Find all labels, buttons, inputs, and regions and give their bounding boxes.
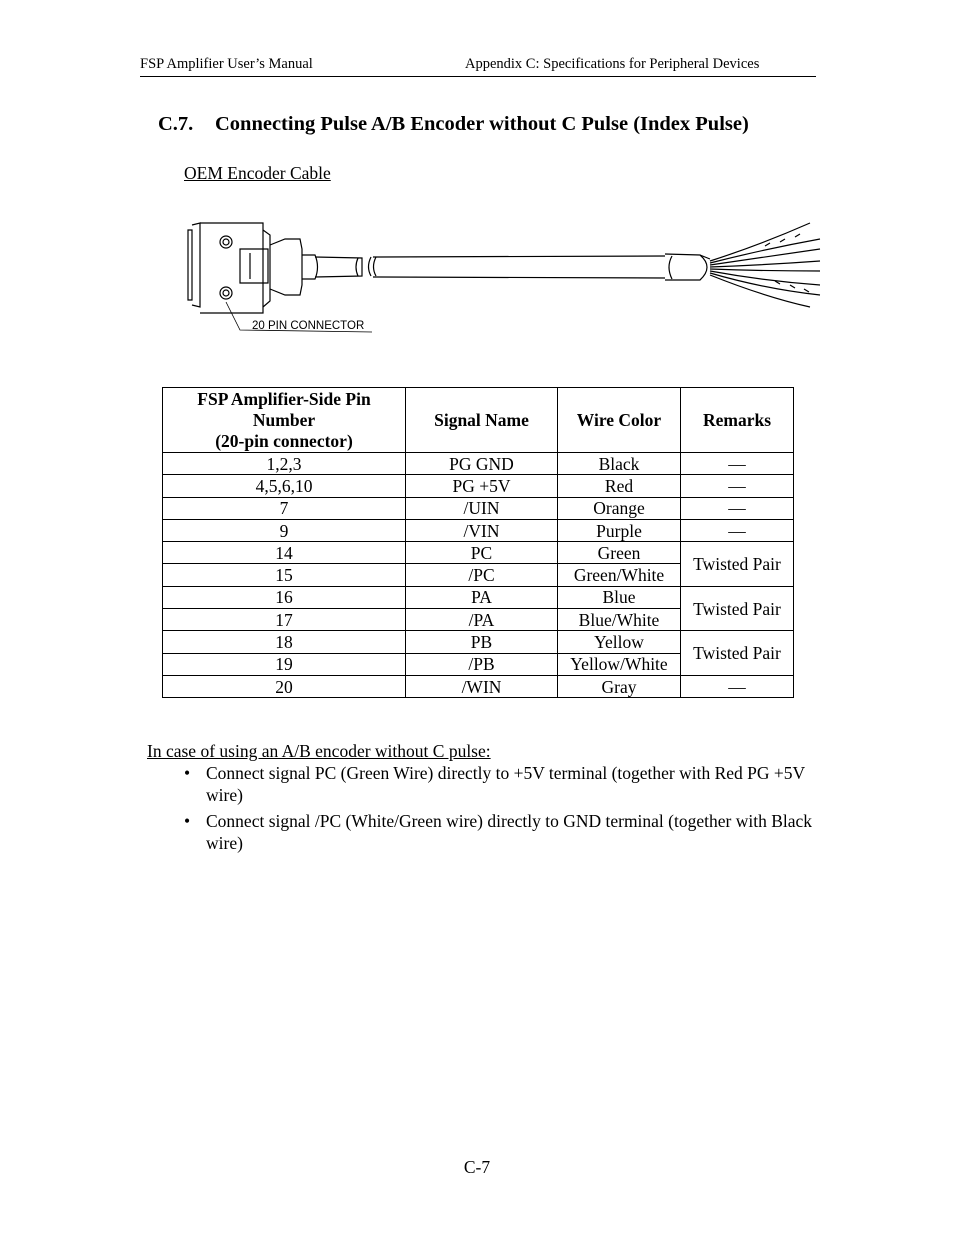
- header-pin-line-1: FSP Amplifier-Side Pin: [197, 388, 371, 409]
- section-number: C.7.: [158, 113, 194, 135]
- cell-remarks: Twisted Pair: [681, 542, 794, 587]
- cell-remarks: —: [681, 475, 794, 497]
- table-row: [163, 631, 794, 653]
- cell-color: Yellow: [558, 631, 681, 653]
- list-item: [184, 810, 824, 854]
- cell-signal: PC: [406, 542, 558, 564]
- cell-signal: /VIN: [406, 519, 558, 541]
- table-row: [163, 475, 794, 497]
- list-item: [184, 762, 824, 806]
- cell-color: Purple: [558, 519, 681, 541]
- header-pin-number: [163, 388, 406, 453]
- header-remarks: Remarks: [681, 388, 794, 453]
- cell-pin: 7: [163, 497, 406, 519]
- header-manual-title: FSP Amplifier User’s Manual: [140, 56, 313, 72]
- page-number: C-7: [463, 1157, 491, 1177]
- cell-signal: PG +5V: [406, 475, 558, 497]
- bullet-icon: •: [184, 811, 191, 831]
- bullet-icon: •: [184, 763, 191, 783]
- encoder-cable-illustration: [180, 215, 825, 340]
- cell-pin: 9: [163, 519, 406, 541]
- table-row: [163, 497, 794, 519]
- cell-pin: 15: [163, 564, 406, 586]
- figure-subtitle: OEM Encoder Cable: [184, 163, 331, 183]
- cell-pin: 4,5,6,10: [163, 475, 406, 497]
- header-appendix-title: Appendix C: Specifications for Peripheral Devices: [465, 56, 760, 72]
- table-header-row: [163, 388, 794, 453]
- cell-color: Black: [558, 453, 681, 475]
- cell-pin: 1,2,3: [163, 453, 406, 475]
- header-wire-color: Wire Color: [558, 388, 681, 453]
- connector-label: 20 PIN CONNECTOR: [252, 320, 365, 332]
- page-header: [140, 56, 816, 77]
- cell-signal: /WIN: [406, 675, 558, 697]
- cell-color: Green: [558, 542, 681, 564]
- cell-remarks: Twisted Pair: [681, 586, 794, 631]
- note-heading: In case of using an A/B encoder without C pulse:: [147, 741, 491, 761]
- cell-signal: PA: [406, 586, 558, 608]
- note-bullet-list: [184, 762, 824, 858]
- cell-remarks: —: [681, 497, 794, 519]
- cell-remarks: —: [681, 675, 794, 697]
- cell-color: Yellow/White: [558, 653, 681, 675]
- bullet-text: Connect signal PC (Green Wire) directly to +5V terminal (together with Red PG +5V wire): [206, 763, 805, 805]
- cell-pin: 20: [163, 675, 406, 697]
- table-row: [163, 675, 794, 697]
- cell-pin: 14: [163, 542, 406, 564]
- table-row: [163, 453, 794, 475]
- cell-color: Red: [558, 475, 681, 497]
- cell-remarks: —: [681, 453, 794, 475]
- cell-signal: PB: [406, 631, 558, 653]
- cell-pin: 17: [163, 609, 406, 631]
- bullet-text: Connect signal /PC (White/Green wire) directly to GND terminal (together with Black wire): [206, 811, 813, 853]
- header-pin-line-2: Number: [252, 409, 316, 430]
- table-row: [163, 519, 794, 541]
- screw-top-icon: [220, 236, 232, 248]
- cell-color: Green/White: [558, 564, 681, 586]
- cell-signal: /PC: [406, 564, 558, 586]
- cell-signal: /UIN: [406, 497, 558, 519]
- table-row: [163, 586, 794, 608]
- cell-signal: /PB: [406, 653, 558, 675]
- screw-bottom-icon: [220, 287, 232, 299]
- section-title: Connecting Pulse A/B Encoder without C Pulse (Index Pulse): [215, 113, 749, 135]
- table-row: [163, 542, 794, 564]
- section-heading: [158, 113, 749, 136]
- header-pin-line-3: (20-pin connector): [215, 430, 353, 451]
- pin-assignment-table: [162, 387, 794, 698]
- cell-pin: 16: [163, 586, 406, 608]
- cell-signal: PG GND: [406, 453, 558, 475]
- cell-color: Orange: [558, 497, 681, 519]
- cell-pin: 19: [163, 653, 406, 675]
- cell-signal: /PA: [406, 609, 558, 631]
- cell-color: Blue: [558, 586, 681, 608]
- cell-remarks: Twisted Pair: [681, 631, 794, 676]
- cell-color: Blue/White: [558, 609, 681, 631]
- cell-remarks: —: [681, 519, 794, 541]
- cell-pin: 18: [163, 631, 406, 653]
- header-signal-name: Signal Name: [406, 388, 558, 453]
- cell-color: Gray: [558, 675, 681, 697]
